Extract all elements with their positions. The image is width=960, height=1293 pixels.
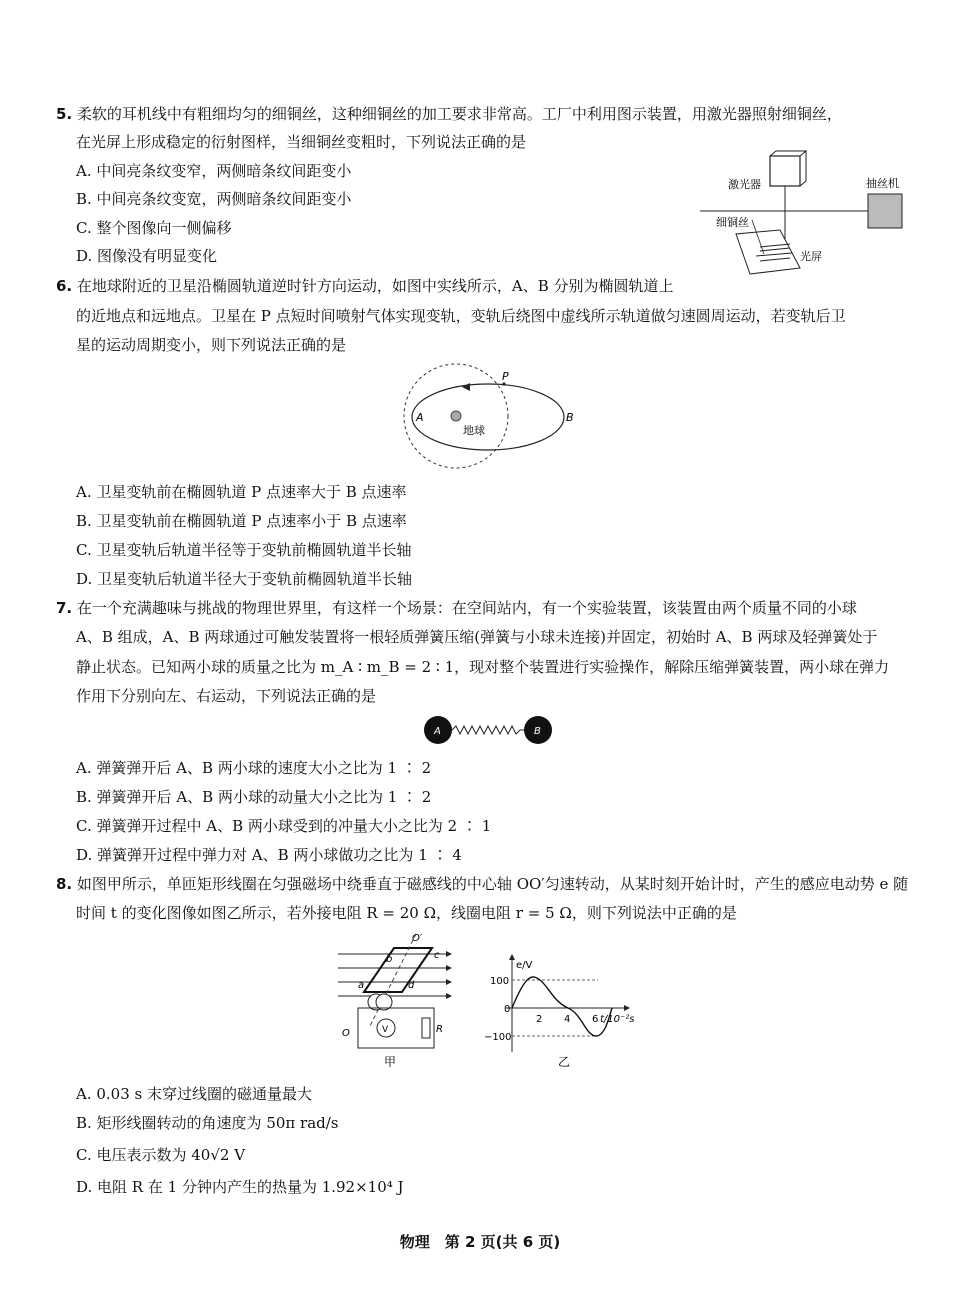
question-6-option-c[interactable]: C. 卫星变轨后轨道半径等于变轨前椭圆轨道半长轴 — [76, 541, 412, 559]
question-7-stem-line4: 作用下分别向左、右运动，下列说法正确的是 — [76, 687, 377, 705]
label-a: a — [358, 980, 365, 991]
page-footer: 物理 第 2 页(共 6 页) — [399, 1233, 561, 1251]
question-5-number: 5. — [56, 105, 73, 123]
question-5-stem-line1: 5. 柔软的耳机线中有粗细均匀的细铜丝，这种细铜丝的加工要求非常高。工厂中利用图示装置，用激光器照射细铜丝， — [56, 105, 842, 123]
figure-jia-caption: 甲 — [384, 1055, 397, 1069]
question-8-number: 8. — [56, 875, 73, 893]
ball-a-label: A — [434, 726, 441, 737]
wire-drawer-box — [868, 194, 902, 228]
question-7-option-c[interactable]: C. 弹簧弹开过程中 A、B 两小球受到的冲量大小之比为 2 ∶ 1 — [76, 817, 492, 835]
question-7-stem-line2: A、B 组成，A、B 两球通过可触发装置将一根轻质弹簧压缩(弹簧与小球未连接)并固定，初始时 A、B 两球及轻弹簧处于 — [76, 628, 878, 646]
label-c: c — [434, 950, 440, 961]
wire-label: 细铜丝 — [716, 216, 749, 229]
question-7-option-d[interactable]: D. 弹簧弹开过程中弹力对 A、B 两小球做功之比为 1 ∶ 4 — [76, 846, 462, 864]
spring-balls-figure — [420, 713, 556, 747]
point-b-label: B — [566, 411, 574, 424]
point-p-label: P — [502, 370, 509, 383]
question-6-option-b[interactable]: B. 卫星变轨前在椭圆轨道 P 点速率小于 B 点速率 — [76, 512, 407, 530]
label-r: R — [436, 1024, 443, 1035]
figure-yi-caption: 乙 — [558, 1055, 571, 1069]
drawer-label: 抽丝机 — [866, 177, 899, 190]
earth-label: 地球 — [463, 424, 485, 437]
question-6-option-d[interactable]: D. 卫星变轨后轨道半径大于变轨前椭圆轨道半长轴 — [76, 570, 413, 588]
graph-x-label: t/10⁻²s — [600, 1014, 635, 1025]
question-8-stem-line1: 8. 如图甲所示，单匝矩形线圈在匀强磁场中绕垂直于磁感线的中心轴 OO′匀速转动，从某时刻开始计时，产生的感应电动势 e 随 — [56, 875, 909, 893]
coil-rectangle — [364, 948, 432, 992]
question-5-option-b[interactable]: B. 中间亮条纹变宽，两侧暗条纹间距变小 — [76, 190, 352, 208]
elliptical-orbit — [412, 384, 564, 450]
question-8-option-a[interactable]: A. 0.03 s 末穿过线圈的磁通量最大 — [76, 1085, 313, 1103]
emf-curve — [512, 977, 612, 1036]
emf-time-graph — [478, 952, 648, 1072]
graph-origin-label: 0 — [504, 1004, 511, 1015]
question-5-option-a[interactable]: A. 中间亮条纹变窄，两侧暗条纹间距变小 — [76, 162, 352, 180]
graph-x2-label: 2 — [536, 1014, 543, 1025]
question-7-number: 7. — [56, 599, 73, 617]
question-8-option-d[interactable]: D. 电阻 R 在 1 分钟内产生的热量为 1.92×10⁴ J — [76, 1178, 404, 1196]
light-screen — [736, 230, 800, 274]
rotating-coil-figure — [328, 930, 458, 1070]
label-o-prime: O′ — [412, 933, 423, 944]
question-6-stem-line2: 的近地点和远地点。卫星在 P 点短时间喷射气体实现变轨，变轨后绕图中虚线所示轨道做匀速圆周运动，若变轨后卫 — [76, 307, 846, 325]
graph-yneg100-label: −100 — [484, 1032, 512, 1043]
question-7-stem-line1: 7. 在一个充满趣味与挑战的物理世界里，有这样一个场景：在空间站内，有一个实验装置，该装置由两个质量不同的小球 — [56, 599, 857, 617]
graph-y-label: e/V — [516, 960, 533, 971]
question-8-option-b[interactable]: B. 矩形线圈转动的角速度为 50π rad/s — [76, 1114, 339, 1132]
graph-x4-label: 4 — [564, 1014, 571, 1025]
label-b: b — [386, 954, 393, 965]
question-6-option-a[interactable]: A. 卫星变轨前在椭圆轨道 P 点速率大于 B 点速率 — [76, 483, 407, 501]
graph-x6-label: 6 — [592, 1014, 599, 1025]
ball-b-label: B — [534, 726, 541, 737]
earth — [451, 411, 461, 421]
orbit-direction-arrow — [462, 383, 470, 391]
question-7-option-a[interactable]: A. 弹簧弹开后 A、B 两小球的速度大小之比为 1 ∶ 2 — [76, 759, 432, 777]
laser-label: 激光器 — [728, 178, 761, 191]
question-5-stem-line2: 在光屏上形成稳定的衍射图样，当细铜丝变粗时，下列说法正确的是 — [76, 133, 527, 151]
laser-box — [770, 156, 800, 186]
satellite-orbit-figure — [400, 360, 580, 472]
question-8-option-c[interactable]: C. 电压表示数为 40√2 V — [76, 1146, 246, 1164]
point-a-label: A — [416, 411, 424, 424]
question-6-stem-line1: 6. 在地球附近的卫星沿椭圆轨道逆时针方向运动，如图中实线所示，A、B 分别为椭圆轨道上 — [56, 277, 674, 295]
question-5-option-c[interactable]: C. 整个图像向一侧偏移 — [76, 219, 232, 237]
graph-y100-label: 100 — [490, 976, 510, 987]
question-7-option-b[interactable]: B. 弹簧弹开后 A、B 两小球的动量大小之比为 1 ∶ 2 — [76, 788, 432, 806]
label-d: d — [408, 980, 415, 991]
label-v: V — [382, 1025, 389, 1035]
spring — [452, 726, 524, 734]
question-7-stem-line3: 静止状态。已知两小球的质量之比为 m_A ∶ m_B = 2 ∶ 1，现对整个装置进行实验操作，解除压缩弹簧装置，两小球在弹力 — [76, 658, 890, 676]
label-o: O — [342, 1028, 350, 1039]
resistor — [422, 1018, 430, 1038]
diffraction-apparatus-figure — [700, 150, 910, 280]
question-6-stem-line3: 星的运动周期变小，则下列说法正确的是 — [76, 336, 347, 354]
screen-label: 光屏 — [800, 250, 822, 263]
question-5-option-d[interactable]: D. 图像没有明显变化 — [76, 247, 218, 265]
question-8-stem-line2: 时间 t 的变化图像如图乙所示，若外接电阻 R = 20 Ω，线圈电阻 r = 5 Ω，则下列说法中正确的是 — [76, 904, 737, 922]
question-6-number: 6. — [56, 277, 73, 295]
